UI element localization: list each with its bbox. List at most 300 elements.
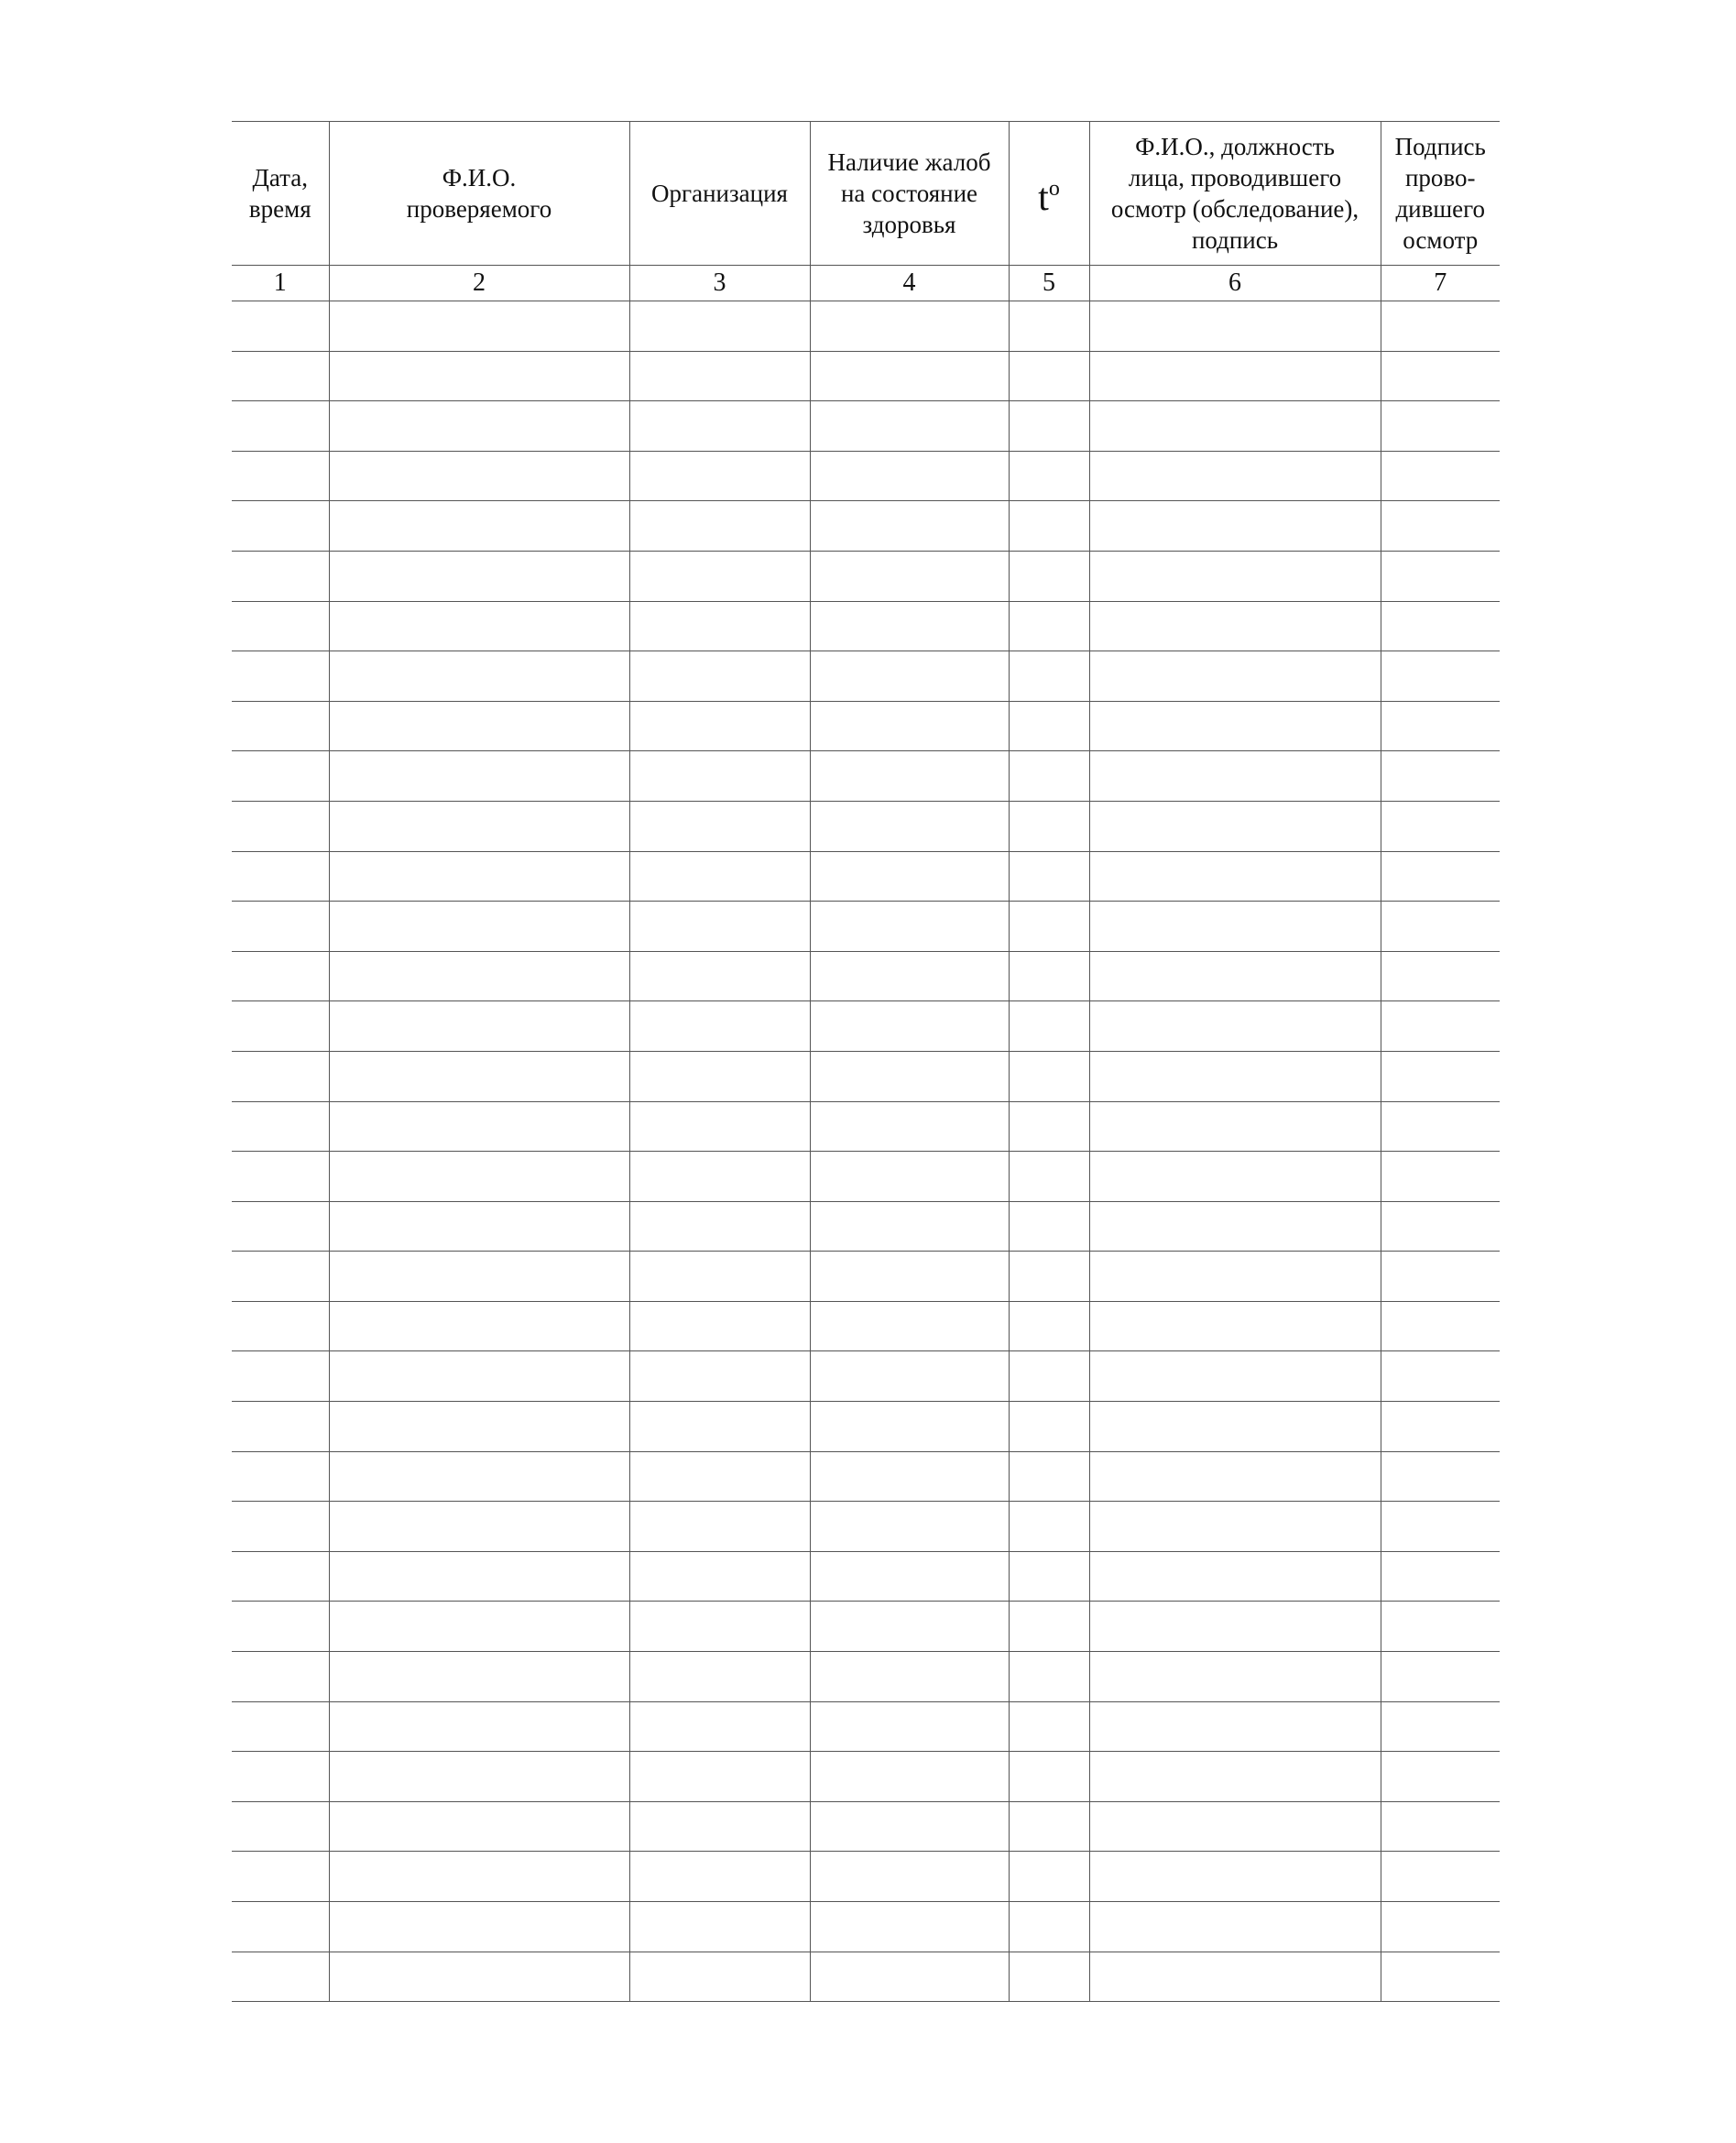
complaints-cell[interactable] <box>810 1852 1009 1902</box>
full-name-cell[interactable] <box>329 601 629 651</box>
examiner-cell[interactable] <box>1089 951 1381 1001</box>
signature-cell[interactable] <box>1381 401 1500 452</box>
table-row <box>232 551 1500 601</box>
full-name-cell[interactable] <box>329 1001 629 1052</box>
examiner-cell[interactable] <box>1089 1001 1381 1052</box>
signature-cell[interactable] <box>1381 801 1500 851</box>
full-name-cell[interactable] <box>329 951 629 1001</box>
signature-cell[interactable] <box>1381 1502 1500 1552</box>
examiner-cell[interactable] <box>1089 1801 1381 1852</box>
complaints-cell[interactable] <box>810 1752 1009 1802</box>
table-row <box>232 651 1500 702</box>
full-name-cell[interactable] <box>329 551 629 601</box>
full-name-cell[interactable] <box>329 1852 629 1902</box>
date-time-cell[interactable] <box>232 1051 329 1101</box>
date-time-cell[interactable] <box>232 451 329 501</box>
signature-cell[interactable] <box>1381 1752 1500 1802</box>
table-row <box>232 902 1500 952</box>
examiner-cell[interactable] <box>1089 1952 1381 2002</box>
organization-cell[interactable] <box>629 1801 810 1852</box>
date-time-cell[interactable] <box>232 501 329 552</box>
complaints-cell[interactable] <box>810 1301 1009 1351</box>
complaints-cell[interactable] <box>810 601 1009 651</box>
organization-cell[interactable] <box>629 851 810 902</box>
temperature-cell[interactable] <box>1009 451 1089 501</box>
signature-cell[interactable] <box>1381 1351 1500 1402</box>
examiner-cell[interactable] <box>1089 351 1381 401</box>
date-time-cell[interactable] <box>232 1752 329 1802</box>
signature-cell[interactable] <box>1381 301 1500 352</box>
complaints-cell[interactable] <box>810 551 1009 601</box>
full-name-cell[interactable] <box>329 1402 629 1452</box>
temperature-cell[interactable] <box>1009 551 1089 601</box>
temperature-cell[interactable] <box>1009 1451 1089 1502</box>
temperature-cell[interactable] <box>1009 301 1089 352</box>
full-name-cell[interactable] <box>329 1602 629 1652</box>
organization-cell[interactable] <box>629 401 810 452</box>
signature-cell[interactable] <box>1381 1451 1500 1502</box>
signature-cell[interactable] <box>1381 1201 1500 1252</box>
examiner-cell[interactable] <box>1089 1652 1381 1702</box>
examiner-cell[interactable] <box>1089 1201 1381 1252</box>
temperature-cell[interactable] <box>1009 902 1089 952</box>
examiner-cell[interactable] <box>1089 1551 1381 1602</box>
date-time-cell[interactable] <box>232 902 329 952</box>
table-row <box>232 951 1500 1001</box>
date-time-cell[interactable] <box>232 1502 329 1552</box>
table-row <box>232 1001 1500 1052</box>
full-name-cell[interactable] <box>329 1502 629 1552</box>
examiner-cell[interactable] <box>1089 451 1381 501</box>
date-time-cell[interactable] <box>232 1902 329 1952</box>
complaints-cell[interactable] <box>810 801 1009 851</box>
column-number: 1 <box>232 266 329 301</box>
column-number-row <box>232 266 1500 301</box>
date-time-cell[interactable] <box>232 1701 329 1752</box>
organization-cell[interactable] <box>629 751 810 802</box>
temperature-cell[interactable] <box>1009 1351 1089 1402</box>
full-name-cell[interactable] <box>329 1301 629 1351</box>
signature-cell[interactable] <box>1381 1602 1500 1652</box>
temperature-cell[interactable] <box>1009 1752 1089 1802</box>
examiner-cell[interactable] <box>1089 1252 1381 1302</box>
signature-cell[interactable] <box>1381 1801 1500 1852</box>
header-line: Подпись <box>1394 133 1486 160</box>
complaints-cell[interactable] <box>810 1551 1009 1602</box>
header-line: на состояние <box>840 180 978 207</box>
header-full-name-examined <box>329 122 629 266</box>
organization-cell[interactable] <box>629 1402 810 1452</box>
header-line: Наличие жалоб <box>827 148 991 176</box>
examiner-cell[interactable] <box>1089 1301 1381 1351</box>
organization-cell[interactable] <box>629 902 810 952</box>
temperature-cell[interactable] <box>1009 1152 1089 1202</box>
column-number: 3 <box>629 266 810 301</box>
examiner-cell[interactable] <box>1089 651 1381 702</box>
date-time-cell[interactable] <box>232 551 329 601</box>
examiner-cell[interactable] <box>1089 751 1381 802</box>
examiner-cell[interactable] <box>1089 1451 1381 1502</box>
signature-cell[interactable] <box>1381 601 1500 651</box>
table-row <box>232 451 1500 501</box>
examiner-cell[interactable] <box>1089 501 1381 552</box>
temperature-cell[interactable] <box>1009 1902 1089 1952</box>
temperature-cell[interactable] <box>1009 801 1089 851</box>
temperature-symbol <box>1010 169 1089 217</box>
full-name-cell[interactable] <box>329 1652 629 1702</box>
table-row <box>232 1201 1500 1252</box>
temperature-cell[interactable] <box>1009 1852 1089 1902</box>
temperature-cell[interactable] <box>1009 501 1089 552</box>
date-time-cell[interactable] <box>232 1952 329 2002</box>
header-date-time <box>232 122 329 266</box>
header-health-complaints <box>810 122 1009 266</box>
date-time-cell[interactable] <box>232 1201 329 1252</box>
complaints-cell[interactable] <box>810 1502 1009 1552</box>
date-time-cell[interactable] <box>232 601 329 651</box>
full-name-cell[interactable] <box>329 351 629 401</box>
complaints-cell[interactable] <box>810 451 1009 501</box>
signature-cell[interactable] <box>1381 1852 1500 1902</box>
table-row <box>232 1451 1500 1502</box>
header-line: осмотр (обследование), <box>1110 195 1359 223</box>
temperature-cell[interactable] <box>1009 1952 1089 2002</box>
complaints-cell[interactable] <box>810 1101 1009 1152</box>
organization-cell[interactable] <box>629 1551 810 1602</box>
examiner-cell[interactable] <box>1089 701 1381 751</box>
organization-cell[interactable] <box>629 1502 810 1552</box>
temperature-cell[interactable] <box>1009 1602 1089 1652</box>
organization-cell[interactable] <box>629 1902 810 1952</box>
complaints-cell[interactable] <box>810 851 1009 902</box>
organization-cell[interactable] <box>629 551 810 601</box>
organization-cell[interactable] <box>629 1252 810 1302</box>
date-time-cell[interactable] <box>232 401 329 452</box>
signature-cell[interactable] <box>1381 851 1500 902</box>
examiner-cell[interactable] <box>1089 1701 1381 1752</box>
table-row <box>232 1301 1500 1351</box>
date-time-cell[interactable] <box>232 951 329 1001</box>
header-temperature <box>1009 122 1089 266</box>
table-row <box>232 751 1500 802</box>
organization-cell[interactable] <box>629 1701 810 1752</box>
organization-cell[interactable] <box>629 451 810 501</box>
signature-cell[interactable] <box>1381 501 1500 552</box>
organization-cell[interactable] <box>629 1752 810 1802</box>
complaints-cell[interactable] <box>810 701 1009 751</box>
table-row <box>232 401 1500 452</box>
organization-cell[interactable] <box>629 1301 810 1351</box>
signature-cell[interactable] <box>1381 351 1500 401</box>
signature-cell[interactable] <box>1381 751 1500 802</box>
full-name-cell[interactable] <box>329 851 629 902</box>
table-row <box>232 501 1500 552</box>
table-row <box>232 1902 1500 1952</box>
examiner-cell[interactable] <box>1089 1502 1381 1552</box>
table-row <box>232 1952 1500 2002</box>
temperature-cell[interactable] <box>1009 951 1089 1001</box>
table-row <box>232 801 1500 851</box>
organization-cell[interactable] <box>629 301 810 352</box>
column-number: 2 <box>329 266 629 301</box>
table-row <box>232 1551 1500 1602</box>
header-line: дившего <box>1395 195 1486 223</box>
signature-cell[interactable] <box>1381 951 1500 1001</box>
temperature-cell[interactable] <box>1009 351 1089 401</box>
full-name-cell[interactable] <box>329 401 629 452</box>
full-name-cell[interactable] <box>329 1902 629 1952</box>
organization-cell[interactable] <box>629 1201 810 1252</box>
signature-cell[interactable] <box>1381 1152 1500 1202</box>
column-number: 7 <box>1381 266 1500 301</box>
temperature-base: t <box>1038 177 1049 219</box>
signature-cell[interactable] <box>1381 1952 1500 2002</box>
date-time-cell[interactable] <box>232 801 329 851</box>
full-name-cell[interactable] <box>329 1801 629 1852</box>
organization-cell[interactable] <box>629 1652 810 1702</box>
examiner-cell[interactable] <box>1089 551 1381 601</box>
examiner-cell[interactable] <box>1089 601 1381 651</box>
organization-cell[interactable] <box>629 701 810 751</box>
temperature-cell[interactable] <box>1009 1101 1089 1152</box>
signature-cell[interactable] <box>1381 1902 1500 1952</box>
complaints-cell[interactable] <box>810 1152 1009 1202</box>
organization-cell[interactable] <box>629 1451 810 1502</box>
header-organization <box>629 122 810 266</box>
header-line: время <box>248 195 311 223</box>
table-row <box>232 1351 1500 1402</box>
header-line: подпись <box>1191 226 1279 254</box>
full-name-cell[interactable] <box>329 1201 629 1252</box>
complaints-cell[interactable] <box>810 951 1009 1001</box>
table-row <box>232 1752 1500 1802</box>
header-row <box>232 122 1500 266</box>
signature-cell[interactable] <box>1381 1001 1500 1052</box>
date-time-cell[interactable] <box>232 751 329 802</box>
organization-cell[interactable] <box>629 801 810 851</box>
date-time-cell[interactable] <box>232 1551 329 1602</box>
header-line: Ф.И.О., должность <box>1135 133 1335 160</box>
journal-body <box>232 301 1500 2002</box>
organization-cell[interactable] <box>629 1001 810 1052</box>
complaints-cell[interactable] <box>810 1201 1009 1252</box>
complaints-cell[interactable] <box>810 501 1009 552</box>
examiner-cell[interactable] <box>1089 1101 1381 1152</box>
complaints-cell[interactable] <box>810 1952 1009 2002</box>
date-time-cell[interactable] <box>232 1402 329 1452</box>
temperature-cell[interactable] <box>1009 851 1089 902</box>
complaints-cell[interactable] <box>810 1701 1009 1752</box>
signature-cell[interactable] <box>1381 1252 1500 1302</box>
organization-cell[interactable] <box>629 601 810 651</box>
header-line: прово- <box>1404 164 1476 191</box>
full-name-cell[interactable] <box>329 902 629 952</box>
organization-cell[interactable] <box>629 1852 810 1902</box>
temperature-cell[interactable] <box>1009 1652 1089 1702</box>
full-name-cell[interactable] <box>329 501 629 552</box>
date-time-cell[interactable] <box>232 351 329 401</box>
examiner-cell[interactable] <box>1089 1051 1381 1101</box>
temperature-cell[interactable] <box>1009 1201 1089 1252</box>
date-time-cell[interactable] <box>232 1252 329 1302</box>
signature-cell[interactable] <box>1381 1551 1500 1602</box>
table-row <box>232 1602 1500 1652</box>
temperature-cell[interactable] <box>1009 601 1089 651</box>
date-time-cell[interactable] <box>232 651 329 702</box>
signature-cell[interactable] <box>1381 1101 1500 1152</box>
complaints-cell[interactable] <box>810 1351 1009 1402</box>
header-line: лица, проводившего <box>1128 164 1342 191</box>
examiner-cell[interactable] <box>1089 1402 1381 1452</box>
organization-cell[interactable] <box>629 1152 810 1202</box>
header-line: проверяемого <box>406 195 552 223</box>
full-name-cell[interactable] <box>329 1101 629 1152</box>
complaints-cell[interactable] <box>810 1051 1009 1101</box>
organization-cell[interactable] <box>629 1952 810 2002</box>
organization-cell[interactable] <box>629 951 810 1001</box>
date-time-cell[interactable] <box>232 1451 329 1502</box>
date-time-cell[interactable] <box>232 1101 329 1152</box>
examiner-cell[interactable] <box>1089 1902 1381 1952</box>
complaints-cell[interactable] <box>810 1402 1009 1452</box>
header-examiner-signature <box>1381 122 1500 266</box>
date-time-cell[interactable] <box>232 1152 329 1202</box>
organization-cell[interactable] <box>629 351 810 401</box>
organization-cell[interactable] <box>629 1051 810 1101</box>
examiner-cell[interactable] <box>1089 902 1381 952</box>
header-examiner-name-position <box>1089 122 1381 266</box>
date-time-cell[interactable] <box>232 301 329 352</box>
signature-cell[interactable] <box>1381 551 1500 601</box>
table-row <box>232 1502 1500 1552</box>
temperature-cell[interactable] <box>1009 1001 1089 1052</box>
temperature-cell[interactable] <box>1009 1701 1089 1752</box>
full-name-cell[interactable] <box>329 1051 629 1101</box>
signature-cell[interactable] <box>1381 651 1500 702</box>
temperature-cell[interactable] <box>1009 1252 1089 1302</box>
complaints-cell[interactable] <box>810 651 1009 702</box>
organization-cell[interactable] <box>629 1101 810 1152</box>
examiner-cell[interactable] <box>1089 301 1381 352</box>
temperature-degree: o <box>1048 177 1060 201</box>
temperature-cell[interactable] <box>1009 1801 1089 1852</box>
table-row <box>232 351 1500 401</box>
column-number: 4 <box>810 266 1009 301</box>
examiner-cell[interactable] <box>1089 1602 1381 1652</box>
table-row <box>232 301 1500 352</box>
full-name-cell[interactable] <box>329 1551 629 1602</box>
organization-cell[interactable] <box>629 651 810 702</box>
examiner-cell[interactable] <box>1089 1852 1381 1902</box>
date-time-cell[interactable] <box>232 1001 329 1052</box>
signature-cell[interactable] <box>1381 1701 1500 1752</box>
temperature-cell[interactable] <box>1009 651 1089 702</box>
table-row <box>232 1051 1500 1101</box>
date-time-cell[interactable] <box>232 1301 329 1351</box>
examiner-cell[interactable] <box>1089 1752 1381 1802</box>
examiner-cell[interactable] <box>1089 401 1381 452</box>
full-name-cell[interactable] <box>329 1252 629 1302</box>
date-time-cell[interactable] <box>232 701 329 751</box>
date-time-cell[interactable] <box>232 1852 329 1902</box>
complaints-cell[interactable] <box>810 902 1009 952</box>
header-line: осмотр <box>1403 226 1479 254</box>
full-name-cell[interactable] <box>329 651 629 702</box>
table-row <box>232 1101 1500 1152</box>
examination-journal-table <box>232 121 1500 2002</box>
full-name-cell[interactable] <box>329 701 629 751</box>
complaints-cell[interactable] <box>810 1001 1009 1052</box>
temperature-cell[interactable] <box>1009 1502 1089 1552</box>
complaints-cell[interactable] <box>810 1602 1009 1652</box>
signature-cell[interactable] <box>1381 1051 1500 1101</box>
signature-cell[interactable] <box>1381 701 1500 751</box>
signature-cell[interactable] <box>1381 902 1500 952</box>
complaints-cell[interactable] <box>810 1902 1009 1952</box>
examiner-cell[interactable] <box>1089 851 1381 902</box>
full-name-cell[interactable] <box>329 751 629 802</box>
header-line: Ф.И.О. <box>442 164 517 191</box>
complaints-cell[interactable] <box>810 301 1009 352</box>
full-name-cell[interactable] <box>329 1451 629 1502</box>
complaints-cell[interactable] <box>810 751 1009 802</box>
table-row <box>232 1152 1500 1202</box>
table-row <box>232 701 1500 751</box>
temperature-cell[interactable] <box>1009 401 1089 452</box>
complaints-cell[interactable] <box>810 351 1009 401</box>
header-line: здоровья <box>862 211 956 238</box>
signature-cell[interactable] <box>1381 1402 1500 1452</box>
organization-cell[interactable] <box>629 1351 810 1402</box>
full-name-cell[interactable] <box>329 1752 629 1802</box>
date-time-cell[interactable] <box>232 851 329 902</box>
complaints-cell[interactable] <box>810 1252 1009 1302</box>
full-name-cell[interactable] <box>329 1351 629 1402</box>
temperature-cell[interactable] <box>1009 1551 1089 1602</box>
temperature-cell[interactable] <box>1009 751 1089 802</box>
temperature-cell[interactable] <box>1009 701 1089 751</box>
organization-cell[interactable] <box>629 501 810 552</box>
examiner-cell[interactable] <box>1089 801 1381 851</box>
temperature-cell[interactable] <box>1009 1051 1089 1101</box>
complaints-cell[interactable] <box>810 1801 1009 1852</box>
full-name-cell[interactable] <box>329 451 629 501</box>
organization-cell[interactable] <box>629 1602 810 1652</box>
date-time-cell[interactable] <box>232 1801 329 1852</box>
full-name-cell[interactable] <box>329 801 629 851</box>
signature-cell[interactable] <box>1381 1652 1500 1702</box>
table-row <box>232 1652 1500 1702</box>
examiner-cell[interactable] <box>1089 1152 1381 1202</box>
date-time-cell[interactable] <box>232 1602 329 1652</box>
full-name-cell[interactable] <box>329 1952 629 2002</box>
date-time-cell[interactable] <box>232 1351 329 1402</box>
temperature-cell[interactable] <box>1009 1301 1089 1351</box>
full-name-cell[interactable] <box>329 1701 629 1752</box>
temperature-cell[interactable] <box>1009 1402 1089 1452</box>
complaints-cell[interactable] <box>810 1652 1009 1702</box>
table-row <box>232 851 1500 902</box>
examiner-cell[interactable] <box>1089 1351 1381 1402</box>
signature-cell[interactable] <box>1381 451 1500 501</box>
date-time-cell[interactable] <box>232 1652 329 1702</box>
signature-cell[interactable] <box>1381 1301 1500 1351</box>
full-name-cell[interactable] <box>329 1152 629 1202</box>
complaints-cell[interactable] <box>810 1451 1009 1502</box>
full-name-cell[interactable] <box>329 301 629 352</box>
column-number: 5 <box>1009 266 1089 301</box>
complaints-cell[interactable] <box>810 401 1009 452</box>
